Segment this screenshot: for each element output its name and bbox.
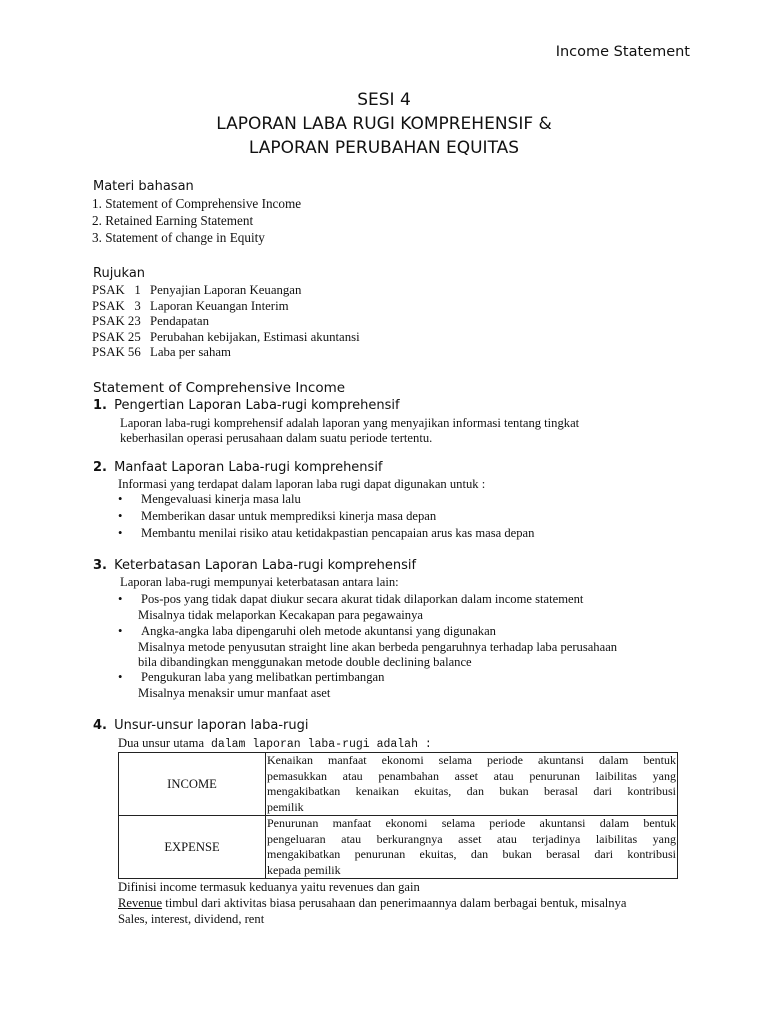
definition-line: Penurunan manfaat ekonomi selama periode akuntansi dalam bentuk [267,816,676,830]
psak-code: PSAK 25 [92,330,141,344]
table-row [119,753,678,816]
section-title: Statement of Comprehensive Income [93,380,346,396]
bullet-item: • Mengevaluasi kinerja masa lalu [141,492,301,507]
item-heading-text: Pengertian Laporan Laba-rugi komprehensif [114,398,400,413]
body-line: Sales, interest, dividend, rent [118,912,265,926]
definition-line: mengakibatkan penurunan ekuitas, dan bukan berasal dari kontribusi [267,847,676,861]
rujukan-item [92,330,360,345]
psak-code: PSAK 23 [92,314,141,328]
psak-code: PSAK 3 [92,299,141,313]
body-line: Difinisi income termasuk keduanya yaitu revenues dan gain [118,880,420,894]
rujukan-item [92,299,289,314]
item-heading [93,718,308,733]
rujukan-item [92,283,301,298]
psak-code: PSAK 1 [92,283,141,297]
bullet-item: • Angka-angka laba dipengaruhi oleh metode akuntansi yang digunakan [141,624,496,639]
item-number: 1. [93,398,107,413]
bullet-note: bila dibandingkan menggunakan metode double declining balance [138,655,472,669]
body-line [118,736,432,751]
running-header: Income Statement [555,44,690,60]
psak-title: Laba per saham [150,345,232,359]
item-heading [93,398,400,413]
psak-title: Pendapatan [150,314,209,328]
item-heading [93,460,383,475]
bullet-note: Misalnya tidak melaporkan Kecakapan para pegawainya [138,608,423,622]
item-number: 2. [93,460,107,475]
body-line [118,896,626,911]
item-number: 3. [93,558,107,573]
definition-cell [266,816,678,879]
bullet-item: • Pos-pos yang tidak dapat diukur secara akurat tidak dilaporkan dalam income statement [141,592,583,607]
definition-cell [266,753,678,816]
materi-item: 2. Retained Earning Statement [92,213,254,228]
definition-line: pengeluaran atau berkurangnya asset atau terjadinya laibilitas yang [267,831,676,846]
bullet-note: Misalnya menaksir umur manfaat aset [138,686,331,700]
intro-part-mono: dalam laporan laba-rugi adalah : [204,738,432,751]
rujukan-item [92,345,231,360]
bullet-item: • Memberikan dasar untuk memprediksi kinerja masa depan [141,509,436,524]
item-heading [93,558,416,573]
revenue-term: Revenue [118,896,163,910]
item-heading-text: Keterbatasan Laporan Laba-rugi komprehensif [114,558,417,573]
revenue-text: timbul dari aktivitas biasa perusahaan dan penerimaannya dalam berbagai bentuk, misalnya [162,896,627,910]
rujukan-item [92,314,209,329]
document-title-line2: LAPORAN PERUBAHAN EQUITAS [248,138,520,158]
table-row [119,816,678,879]
materi-label: Materi bahasan [93,179,194,194]
psak-title: Penyajian Laporan Keuangan [150,283,302,297]
bullet-item: • Membantu menilai risiko atau ketidakpastian pencapaian arus kas masa depan [141,526,534,541]
body-line: Informasi yang terdapat dalam laporan laba rugi dapat digunakan untuk : [118,477,486,491]
definition-line: pemasukkan atau penambahan asset atau penurunan laibilitas yang [267,768,676,783]
session-title: SESI 4 [357,90,411,110]
item-heading-text: Unsur-unsur laporan laba-rugi [114,718,309,733]
bullet-item: • Pengukuran laba yang melibatkan pertimbangan [141,670,384,685]
body-line: Laporan laba-rugi komprehensif adalah laporan yang menyajikan informasi tentang tingkat [120,416,580,430]
body-line: keberhasilan operasi perusahaan dalam suatu periode tertentu. [120,431,433,445]
definition-line: kepada pemilik [267,862,341,877]
intro-part: Dua unsur utama [118,736,205,750]
item-number: 4. [93,718,107,733]
definition-table [118,752,678,879]
rujukan-label: Rujukan [93,266,146,281]
psak-code: PSAK 56 [92,345,141,359]
psak-title: Laporan Keuangan Interim [150,299,289,313]
term-cell: EXPENSE [119,816,266,879]
item-heading-text: Manfaat Laporan Laba-rugi komprehensif [114,460,383,475]
term-cell: INCOME [119,753,266,816]
materi-item: 1. Statement of Comprehensive Income [92,196,302,211]
body-line: Laporan laba-rugi mempunyai keterbatasan antara lain: [120,575,399,589]
definition-line: Kenaikan manfaat ekonomi selama periode akuntansi dalam bentuk [267,753,676,767]
psak-title: Perubahan kebijakan, Estimasi akuntansi [150,330,360,344]
definition-line: mengakibatkan kenaikan ekuitas, dan bukan berasal dari kontribusi [267,784,676,798]
definition-line: pemilik [267,799,304,814]
bullet-note: Misalnya metode penyusutan straight line akan berbeda pengaruhnya terhadap laba perusahaan [138,640,618,654]
materi-item: 3. Statement of change in Equity [92,230,265,245]
document-title-line1: LAPORAN LABA RUGI KOMPREHENSIF & [216,114,552,134]
